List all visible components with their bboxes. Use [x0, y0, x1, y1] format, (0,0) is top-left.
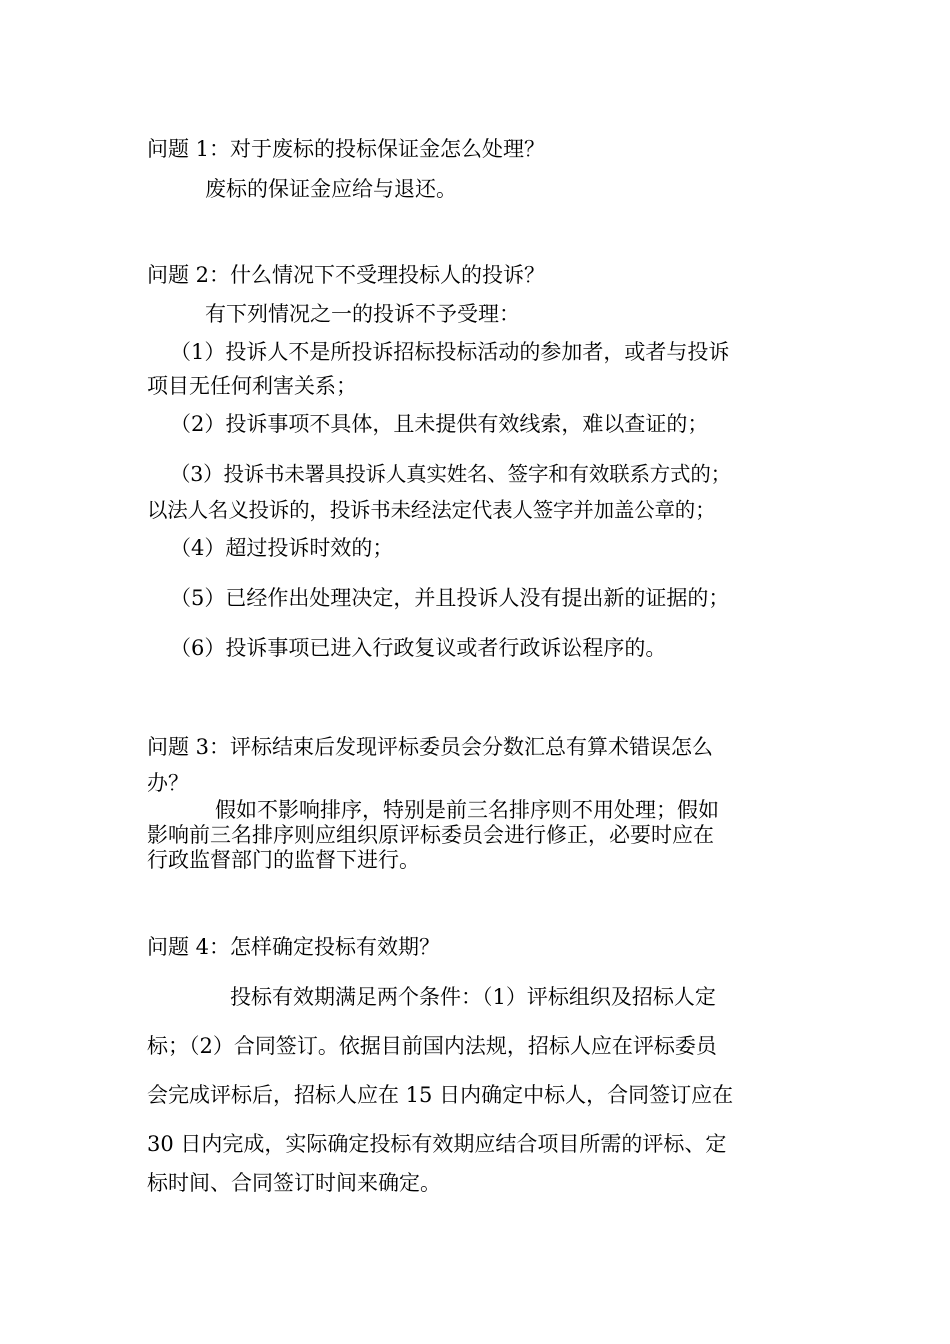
- q4-answer-line-5: 标时间、合同签订时间来确定。: [147, 1171, 441, 1195]
- q4-answer-line-1: 投标有效期满足两个条件：（1）评标组织及招标人定: [230, 985, 716, 1009]
- q4-question: 问题 4：怎样确定投标有效期？: [147, 935, 441, 959]
- q2-item-1-line-2: 项目无任何利害关系；: [147, 374, 357, 398]
- q3-question-line-2: 办？: [147, 771, 189, 795]
- q2-intro: 有下列情况之一的投诉不予受理：: [205, 302, 520, 326]
- q3-question-line-1: 问题 3：评标结束后发现评标委员会分数汇总有算术错误怎么: [147, 735, 714, 759]
- q2-item-1-line-1: （1）投诉人不是所投诉招标投标活动的参加者，或者与投诉: [170, 340, 730, 364]
- q2-item-2: （2）投诉事项不具体，且未提供有效线索，难以查证的；: [170, 412, 709, 436]
- q4-answer-line-3: 会完成评标后，招标人应在 15 日内确定中标人，合同签订应在: [147, 1083, 734, 1107]
- q2-question: 问题 2：什么情况下不受理投标人的投诉？: [147, 263, 546, 287]
- q1-answer: 废标的保证金应给与退还。: [205, 177, 457, 201]
- q1-question: 问题 1：对于废标的投标保证金怎么处理？: [147, 137, 546, 161]
- q2-item-4: （4）超过投诉时效的；: [170, 536, 394, 560]
- q3-answer-line-2: 影响前三名排序则应组织原评标委员会进行修正，必要时应在: [147, 823, 714, 847]
- q3-answer-line-1: 假如不影响排序，特别是前三名排序则不用处理；假如: [215, 798, 719, 822]
- q4-answer-line-4: 30 日内完成，实际确定投标有效期应结合项目所需的评标、定: [147, 1132, 727, 1156]
- q2-item-5: （5）已经作出处理决定，并且投诉人没有提出新的证据的；: [170, 586, 730, 610]
- q2-item-3-line-1: （3）投诉书未署具投诉人真实姓名、签字和有效联系方式的；: [170, 462, 731, 486]
- q2-item-6: （6）投诉事项已进入行政复议或者行政诉讼程序的。: [170, 636, 667, 660]
- q2-item-3-line-2: 以法人名义投诉的，投诉书未经法定代表人签字并加盖公章的；: [147, 498, 716, 522]
- q4-answer-line-2: 标；（2）合同签订。依据目前国内法规，招标人应在评标委员: [147, 1034, 717, 1058]
- q3-answer-line-3: 行政监督部门的监督下进行。: [147, 848, 420, 872]
